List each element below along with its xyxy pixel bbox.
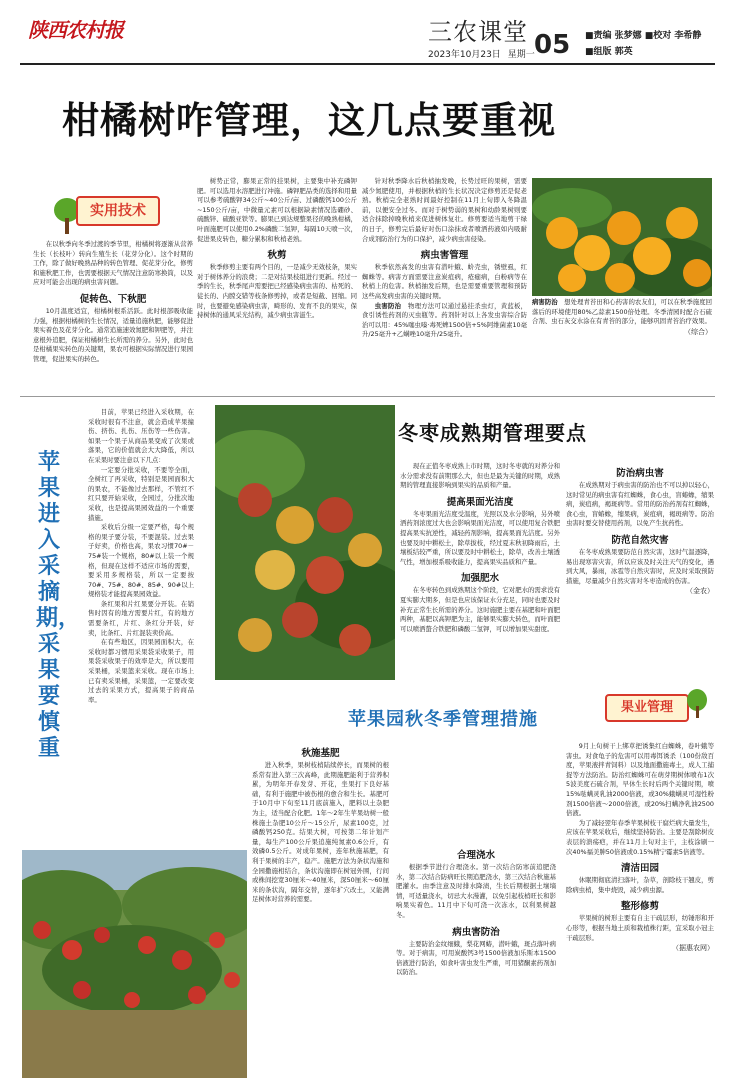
article3-s1-p1: 冬枣果面光洁度受温度，光照以及水分影响，另外喷洒药剂浓度过大也会影响果面光洁度，可以使用复合铁肥提高果实抗逆性，减轻药剂影响，提高果面光洁度。另外也要及时中耕松土，除草拔枝，经过夏末秋初降雨后，土壤板结较严重，所以要及时中耕松土，除草，改善土壤透气性，增加根系吸收能力，提高果实品质和产量。 [400, 509, 560, 566]
article3-title: 冬枣成熟期管理要点 [398, 421, 587, 445]
article4-title: 苹果园秋冬季管理措施 [348, 709, 538, 730]
article1-s2-p2: 针对秋季降水后秋梢抽发晚，长势过旺的果树，需要减少氮肥使用，并根据秋梢的生长状况决定修剪还是促老熟。秋梢完全老熟时间最好控制在11月上旬即入冬降温前，以便安全过冬。而对于树势弱的果树和幼龄果树则要适合抹除掉晚秋梢来促进树体复壮。修剪要适当地剪干绿的日子，修剪完后最好对伤口涂抹或者喷洒药液如内吸耐合成剂防治行为的口保护，减少病虫害侵染。 [362, 177, 527, 243]
article1-s1-p1: 10月温度适宜，柑橘树根系活跃。此时根部吸收能力强，根据柑橘树的生长情况，适量追施秋肥，能够促进果实着色及花芽分化。通常追施速效氮肥和钾肥等，并注意根外追肥，保证柑橘树生长所需的养分。另外，此时也是柑橘果实转色的关键期，果农可根据实际情况进行果园管理，促进果实的转色。 [33, 306, 193, 363]
article4-s3-p2: 9月上旬树干上绑草把诱集红白蜘蛛，卷叶蛾等害虫。对食龟子的危害可以用毒饵诱杀（100份敌百度，苹果液拌青饲料）以及地面撒施毒土，成人工捕捉等方法防治。防治红蜘蛛可在萌芽期树体喷布1次5波美度石硫合剂，早休生长时后两个关键时期，喷15%哒螨灵乳油2000倍液，或30%蛾螨灵可湿性粉剂1500倍液～2000倍液，或20%扫螨净乳油2500倍液。 [566, 742, 714, 818]
weekday: 星期一 [507, 50, 535, 60]
article4-sub2: 合理浇水 [456, 850, 495, 861]
article4-sub4: 清洁田园 [620, 863, 659, 875]
article1-col3 [362, 177, 527, 340]
page-number: 05 [534, 30, 571, 60]
article4-col3 [566, 742, 714, 953]
article4-s3-p1: 主要防治金纹细蛾，梨花网蝽，潜叶蛾，斑点落叶病等。对于病害，可用炭酸钙3号1500倍液加乐斯本1500倍液进行防治，如食叶害虫发生严重，可用猪酮素药剂加以防治。 [396, 939, 556, 977]
tag-label: 果业管理 [605, 694, 689, 722]
article3-sub2: 加强肥水 [460, 573, 499, 585]
article1-s3-p1: 秋季依然高发的虫害有潜叶蛾、蚧壳虫，锈壁虱，红蜘蛛等。病害方面需要注意炭疽病，疮痂病，白粉病等在秋梢上的危害。秋梢抽发后期，也是需要重要管理和预防这些高发病虫害的关键时期。 [362, 263, 527, 300]
section-title: 三农课堂 [428, 18, 528, 46]
article2-p4: 条红果和片红果要分开装。在销售时因有的地方需要片红，有的地方需要条红，片红、条红分开装，好卖，比条红、片红混装卖价高。 [88, 599, 194, 637]
article3-col2 [566, 462, 714, 596]
article4-sub1: 秋施基肥 [301, 748, 340, 759]
article4-s4-p1: 休眠期彻底清扫落叶，杂草，剖除枝干翘皮，剪除病虫梢，集中烧毁，减少病虫源。 [566, 876, 714, 894]
article2-body [88, 408, 194, 705]
article1-col4 [532, 298, 712, 337]
article1-s3-p3 [532, 298, 712, 327]
citrus-photo [532, 178, 712, 296]
article4-sub3: 病虫害防治 [452, 926, 500, 938]
article1-intro: 在以秋季向冬季过渡的季节里，柑橘树将逐渐从营养生长（长枝叶）转向生殖生长（花芽分化）。这个时期的工作，除了做好晚熟品种的转色管理、促花芽分化，修剪和施秋肥工作，也需要根据天气情况注意防寒换筒，以及应对可能会出现的病虫害问题。 [33, 240, 193, 287]
article1-s1-p2: 树势正常，膨果正常的挂果树，主要集中补充磷钾肥。可以选用水溶肥进行冲施。磷钾肥品类的选择和用量可以参考硫酸钾34公斤~40公斤/亩、过磷酸钙100公斤~150公斤/亩，中微量元素可以根据缺素情况选硼砂、硫酸锌、硫酸亚铁等。膨果已到达规整果径的晚熟柑橘，叶面施肥可以使用0.2%磷酸二氢钾，每隔10天喷一次，促进果皮转色，糖分累积和秋梢老熟。 [197, 177, 357, 243]
article2-p2: 一定要分批采收，不要等全面，全树红了再采收，特别是果园面积大的果农，不能像过去那样，不管红不红只要开始采收，全园过，分批次地采收，也是提高果园效益的一个重要措施。 [88, 465, 194, 522]
article1-s3-p2 [362, 302, 527, 340]
article3-s4-p1: 在冬枣成熟果要防范自然灾害，这时气温逐降，易出现寒害灾害，所以应该及时关注天气的变化，遇到大风，暴雨，冰雹等自然灾害时，应及时采取预防措施，尽量减少自然灾害对冬枣造成的伤害。 [566, 547, 714, 585]
jujube-photo [215, 405, 395, 680]
tag-label: 实用技术 [76, 196, 160, 226]
article1-sub2: 秋剪 [267, 250, 287, 262]
disease-control-lead: 病害防治 [532, 298, 558, 306]
article3-s3-p1: 在成熟期对于病虫害的防治也不可以掉以轻心，这时常见的病虫害有红蜘蛛，食心虫，盲蝽蟓，缩果病，炭疽病，褐斑病等。常用的防治药剂有红蜘蛛，食心虫，盲蝽蟓，缩果病，炭疽病，褐斑病等。防治虫害时要交替使用药剂，以免产生抗药性。 [566, 481, 714, 528]
article4-col2 [396, 844, 556, 978]
pest-control-lead: 虫害防治 [374, 301, 402, 310]
tag-orchard-mgmt [605, 688, 710, 722]
article1-sub3: 病虫害管理 [420, 250, 469, 262]
article3-sub1: 提高果面光洁度 [446, 496, 514, 508]
article2-p5: 在有些地区，因果园面积大，在采收时都习惯用采果袋采收果子，用果袋采收果子的效率是大，所以要用采果桶，采果篮来采收。现在市场上已有卖采果桶，采果篮，一定要改变过去的采果方式，提高果子的商品率。 [88, 638, 194, 704]
masthead [0, 0, 735, 70]
leaf-icon [685, 688, 709, 720]
article4-s1-p1: 进入秋季，果树枝梢陆续停长，而果树的根系常有进入第三次高峰，此期施肥能利于营养积累，为明年开春发芽、开花，坐果打下良好基础，有利于施肥中被伤根的愈合和生长。基肥可于10月中下旬至11月底前施入，肥料以土杂肥为主，适当配合化肥。1年～2年生苹果幼树一般株施土杂肥10公斤～15公斤，尿素100克，过磷酸钙250克。结果大树，可按第二年计划产量，每生产100公斤果追施纯氮素0.6公斤，有效磷0.5公斤。对成年果树，连年秋施基肥，有利于果树的丰产，稳产。施肥方法为条状沟施和全园撒施相结合，条状沟施即在树冠外围，行间或株间挖宽30厘米～40厘米，深50厘米～60厘米的条状沟，隔年交替，逐年扩穴改土，又能满足树体对营养的需要。 [252, 761, 389, 904]
newspaper-logo: 陕西农村报 [28, 18, 123, 42]
article2-title-vertical [36, 450, 81, 762]
article3-p1: 现在正值冬枣成熟上市时期，这时冬枣就的对养分和水分需求没有前期那么大，但也是最为关键的时期，成熟期的管理直接影响到果实的品质和产量。 [400, 462, 560, 490]
article3-sub3: 防治病虫害 [616, 468, 664, 479]
article2-title: 苹果进入采摘期，采果要慎重 [36, 450, 81, 761]
designer-credit: ■组版 郭英 [585, 47, 633, 57]
issue-date [428, 47, 535, 60]
article3-credit: （金农） [686, 587, 714, 596]
article4-s5-p1: 苹果树的树形主要有自主干疏层形，纺锤形和开心形等，根据当地土质和栽植株行距，宜采取小冠主干疏层形。 [566, 914, 714, 942]
article4-s3-p3: 为了减轻翌年春季苹果树枝干腐烂病大量发生，应该在苹果采收后，继续坚持防治。主要是刮除树皮表层的溃疡疤，并在11月上旬对主干，主枝涂刷一次40%福美胂50倍液或0.15%精宁霉素5倍液等。 [566, 818, 714, 856]
masthead-rule [20, 63, 715, 65]
article3-s2-p1: 在冬枣转色到成熟期这个阶段，它对肥水的需求没有夏实膨大期多，但是也应该保证水分充足，同时也要及时补充正常生长所需的养分。这时施肥主要在基肥和叶面肥两种，基肥以高钾肥为主，能够果实膨大转色，而叶面肥可以喷洒螯合铁肥和磷酸二氢钾，可以增加果实甜度。 [400, 586, 560, 633]
disease-control-text: 想处理青苔田和心药害的农友们，可以在秋季施度回落后的环境使用80%乙蒜素1500倍处理。冬季清园时配合石硫合剂、虫石灰交水涂在有青苔的部分，能够巩固青苔治疗效果。 [532, 298, 713, 326]
article4-credit: （据惠农网） [672, 944, 714, 953]
article1-credit: （综合） [684, 327, 712, 336]
pest-control-text: 物理方法可以通过悬挂杀虫灯，黄蓝板，食引诱性药剂的灭虫瓶等。药剂针对以上各发虫害综合防治可以用：45%噻虫嗪·毒死蜱1500倍+5%阿维菌素10毫升/25毫升+乙螨唑10毫升/25毫升。 [362, 301, 528, 339]
article3-sub4: 防范自然灾害 [611, 534, 669, 546]
date: 2023年10月23日 [428, 50, 501, 60]
editor-credits: ■责编 张梦娜 ■校对 李希静 [585, 31, 702, 41]
article3-col1 [400, 462, 560, 634]
article1-col2 [197, 177, 357, 321]
article1-col1 [33, 240, 193, 365]
article1-sub1: 促转色、下秋肥 [79, 293, 147, 305]
tag-practical-tech [52, 190, 158, 246]
headline: 柑橘树咋管理，这几点要重视 [62, 99, 556, 142]
article1-s2-p1: 秋季修剪主要有两个目的，一是减少无效枝条，果实对于树体养分的浪费；二是对结果枝组进行更新。经过一季的生长，秋季尾声需要把已经感染病虫害的、枯死的、徒长的、内膛交错等枝条修剪掉，或者是短截、回缩。同时，也要避免感染病虫害，畸形的、发育不良的果实，保持树体的通风采光结构，减少病虫害滋生。 [197, 263, 357, 320]
divider-1 [20, 396, 715, 397]
article4-sub5: 整形修剪 [620, 901, 659, 913]
article4-s2-p1: 根据季节进行合理浇水。第一次结合防寒前追肥浇水，第二次结合防病旺长期追肥浇水，第三次结合秋施基肥灌水。由季注意及时排水降渍，生长后期根据土壤墒情，可适量浇水，切忌大水漫灌，以免引起枝梢旺长和影响果实着色。11月中下旬可浇一次冻水，以利果树越冬。 [396, 863, 556, 919]
article4-col1 [252, 742, 389, 905]
article2-p1: 目前，苹果已经进入采收期，在采收时很有不注意，就会造成苹果撞伤、挤伤、扎伤、压伤等一些伤害。如果一个果子从商品果变成了次果或落果，它的价值就会大大降低，所以在采果时要注意以下几点： [88, 408, 194, 464]
apple-orchard-photo [22, 850, 247, 1078]
article2-p3: 采收后分级一定要严格，每个规格的果子要分装，不要混装。过去果子好卖，价格也高，果农习惯70#－75#装一个规格，80#以上装一个规格，但现在这样不适应市场的需要，要采用多规格装，所以一定要按70#、75#、80#、85#、90#以上规格装才能提高果园效益。 [88, 523, 194, 599]
